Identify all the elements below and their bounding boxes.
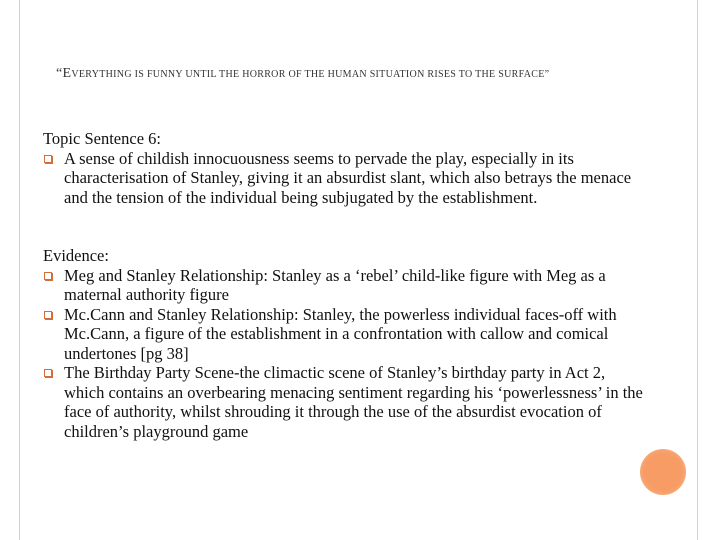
slide-body [43,129,643,441]
square-bullet-icon [44,311,52,319]
topic-bullet-text: A sense of childish innocuousness seems to pervade the play, especially in its characterisation of Stanley, giving it an absurdist slant, which also betrays the menace and the tension of the individual being subjugated by the establishment. [64,148,632,207]
evidence-heading: Evidence: [43,246,109,265]
evidence-bullet-text: The Birthday Party Scene-the climactic scene of Stanley’s birthday party in Act 2, which contains an overbearing menacing sentiment regarding his ‘powerlessness’ in the face of authority, whilst shrouding it through the use of the absurdist evocation of children’s playground game [64,363,643,441]
topic-bullet-list [43,149,643,208]
evidence-bullet-list [43,266,643,442]
right-frame-line [697,0,698,540]
topic-heading: Topic Sentence 6: [43,129,161,148]
decorative-orange-circle [640,449,686,495]
evidence-bullet-item [43,363,643,441]
title-rest: VERYTHING IS FUNNY UNTIL THE HORROR OF THE HUMAN SITUATION RISES TO THE SURFACE” [71,69,550,80]
title-first-letter: “E [56,66,72,81]
evidence-bullet-item [43,266,643,305]
slide-title [56,66,676,82]
evidence-bullet-item [43,305,643,364]
square-bullet-icon [44,155,52,163]
evidence-bullet-text: Mc.Cann and Stanley Relationship: Stanley, the powerless individual faces-off with Mc.Cann, a figure of the establishment in a confrontation with callow and comical undertones [pg 38] [64,304,617,363]
square-bullet-icon [44,369,52,377]
square-bullet-icon [44,272,52,280]
left-frame-line [19,0,20,540]
evidence-bullet-text: Meg and Stanley Relationship: Stanley as a ‘rebel’ child-like figure with Meg as a maternal authority figure [64,265,606,304]
topic-bullet-item [43,149,643,208]
